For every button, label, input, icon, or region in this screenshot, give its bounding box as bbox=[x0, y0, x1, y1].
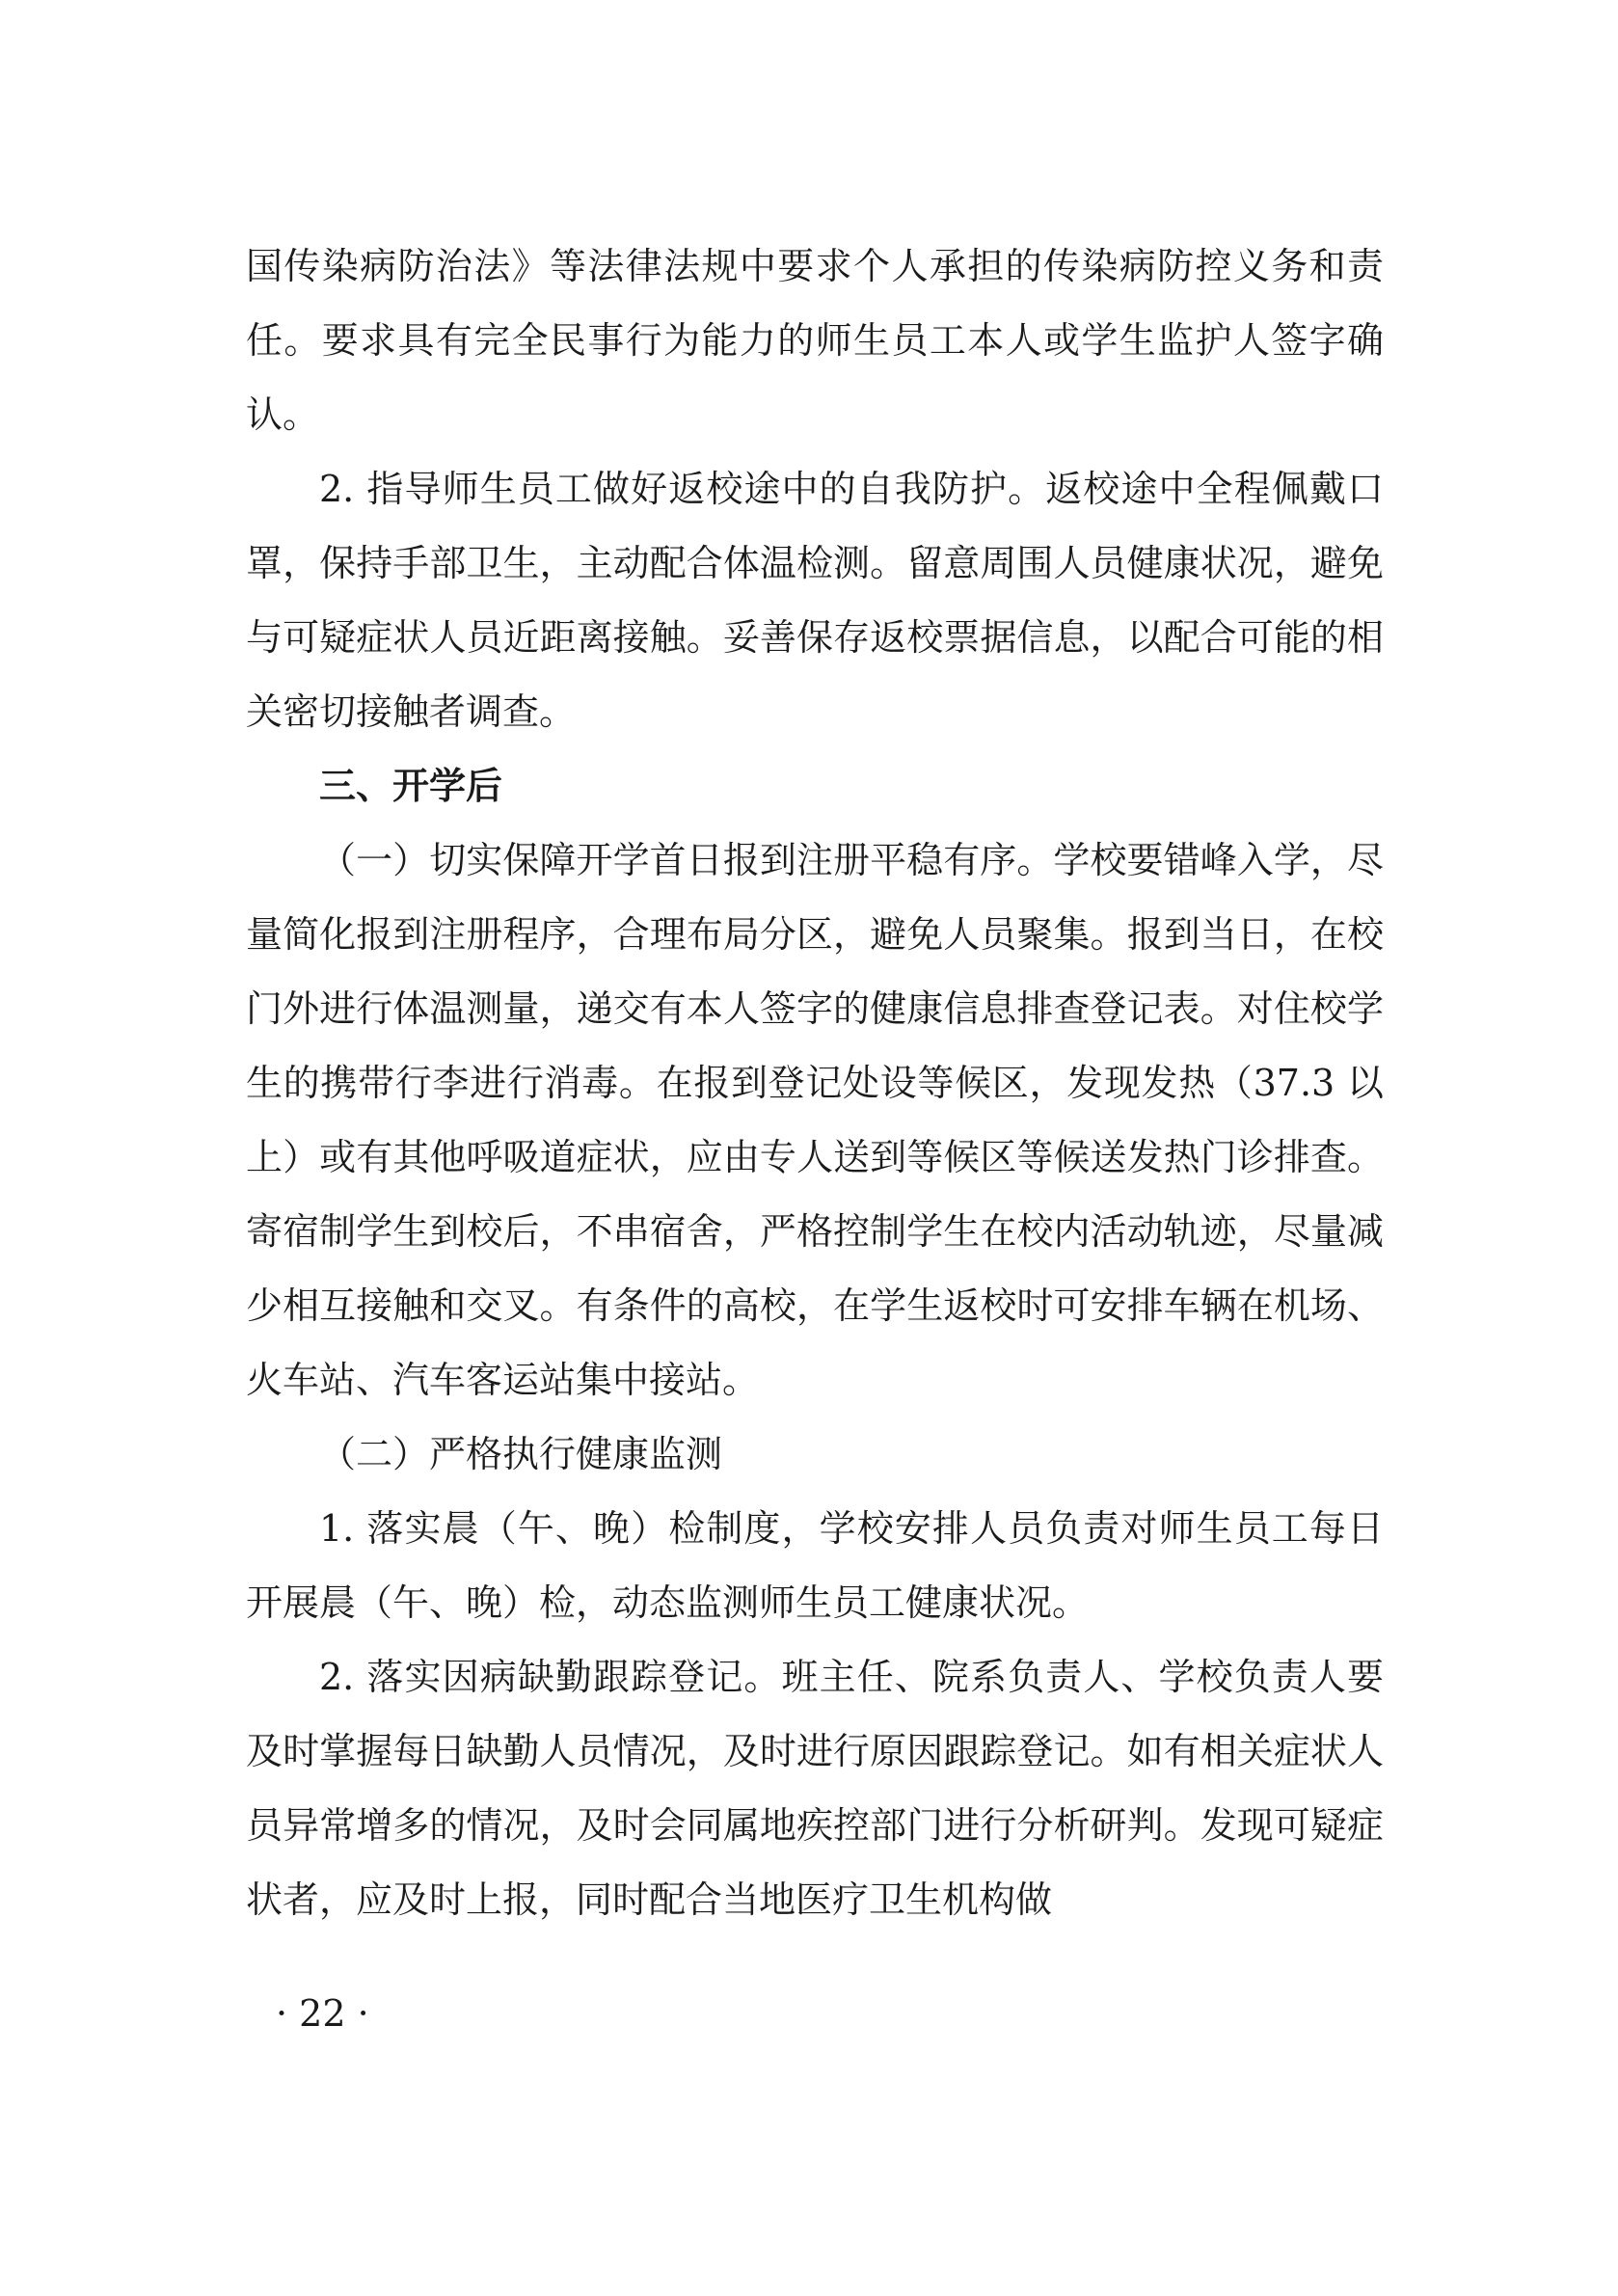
subheading-health-monitoring: （二）严格执行健康监测 bbox=[319, 1433, 723, 1475]
paragraph-continuation: 国传染病防治法》等法律法规中要求个人承担的传染病防控义务和责任。要求具有完全民事行为能力的师生员工本人或学生监护人签字确认。 bbox=[246, 245, 1384, 436]
paragraph-first-day-registration: （一）切实保障开学首日报到注册平稳有序。学校要错峰入学，尽量简化报到注册程序，合理布局分区，避免人员聚集。报到当日，在校门外进行体温测量，递交有本人签字的健康信息排查登记表。对住校学生的携带行李进行消毒。在报到登记处设等候区，发现发热（37.3 以上）或有其他呼吸道症状，应由专人送到等候区等候送发热门诊排查。寄宿制学生到校后，不串宿舍，严格控制学生在校内活动轨迹，尽量减少相互接触和交叉。有条件的高校，在学生返校时可安排车辆在机场、火车站、汽车客运站集中接站。 bbox=[246, 839, 1384, 1401]
paragraph-return-protection: 2. 指导师生员工做好返校途中的自我防护。返校途中全程佩戴口罩，保持手部卫生，主动配合体温检测。留意周围人员健康状况，避免与可疑症状人员近距离接触。妥善保存返校票据信息，以配合可能的相关密切接触者调查。 bbox=[246, 468, 1384, 733]
document-body bbox=[246, 230, 1384, 1937]
paragraph-absence-tracking: 2. 落实因病缺勤跟踪登记。班主任、院系负责人、学校负责人要及时掌握每日缺勤人员情况，及时进行原因跟踪登记。如有相关症状人员异常增多的情况，及时会同属地疾控部门进行分析研判。发现可疑症状者，应及时上报，同时配合当地医疗卫生机构做 bbox=[246, 1656, 1384, 1921]
page-number: · 22 · bbox=[276, 1992, 369, 2035]
paragraph-daily-checks: 1. 落实晨（午、晚）检制度，学校安排人员负责对师生员工每日开展晨（午、晚）检，动态监测师生员工健康状况。 bbox=[246, 1507, 1384, 1624]
section-heading-after-school-start: 三、开学后 bbox=[319, 765, 503, 807]
